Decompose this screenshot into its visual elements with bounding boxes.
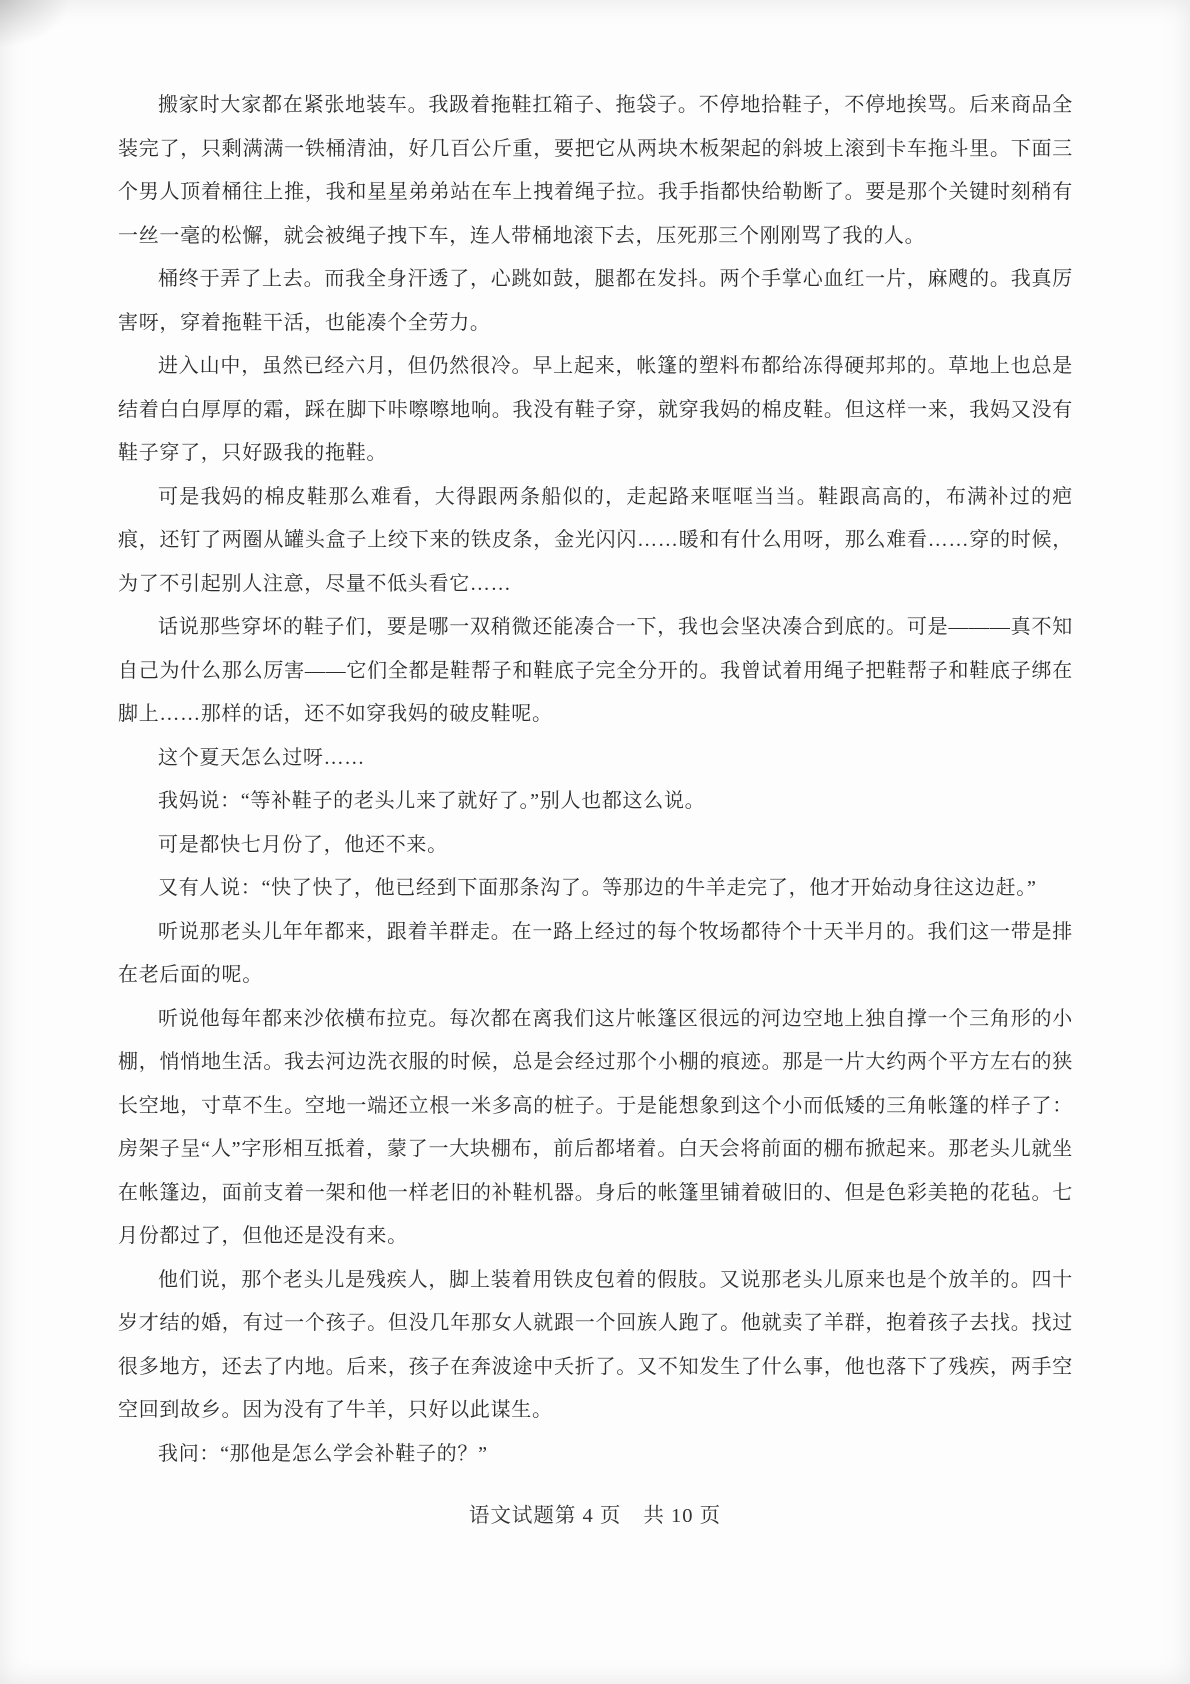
footer-page-label: 语文试题第 4 页 bbox=[468, 1505, 622, 1527]
scan-artifact bbox=[0, 0, 70, 48]
paragraph-3: 进入山中，虽然已经六月，但仍然很冷。早上起来，帐篷的塑料布都给冻得硬邦邦的。草地上也总是结着白白厚厚的霜，踩在脚下咔嚓嚓地响。我没有鞋子穿，就穿我妈的棉皮鞋。但这样一来，我妈又没有鞋子穿了，只好趿我的拖鞋。 bbox=[118, 355, 1073, 464]
paragraph-9: 又有人说：“快了快了，他已经到下面那条沟了。等那边的牛羊走完了，他才开始动身往这边赶。” bbox=[158, 877, 1037, 899]
paragraph-8: 可是都快七月份了，他还不来。 bbox=[158, 833, 448, 856]
paragraph-1: 搬家时大家都在紧张地装车。我趿着拖鞋扛箱子、拖袋子。不停地拾鞋子，不停地挨骂。后来商品全装完了，只剩满满一铁桶清油，好几百公斤重，要把它从两块木板架起的斜坡上滚到卡车拖斗里。下面三个男人顶着桶往上推，我和星星弟弟站在车上拽着绳子拉。我手指都快给勒断了。要是那个关键时刻稍有一丝一毫的松懈，就会被绳子拽下车，连人带桶地滚下去，压死那三个刚刚骂了我的人。 bbox=[118, 94, 1073, 247]
paragraph-2: 桶终于弄了上去。而我全身汗透了，心跳如鼓，腿都在发抖。两个手掌心血红一片，麻飕的。我真厉害呀，穿着拖鞋干活，也能凑个全劳力。 bbox=[118, 268, 1073, 334]
paragraph-10: 听说那老头儿年年都来，跟着羊群走。在一路上经过的每个牧场都待个十天半月的。我们这一带是排在老后面的呢。 bbox=[118, 920, 1073, 986]
paragraph-13: 我问：“那他是怎么学会补鞋子的？” bbox=[158, 1442, 488, 1465]
paragraph-11: 听说他每年都来沙依横布拉克。每次都在离我们这片帐篷区很远的河边空地上独自撑一个三角形的小棚，悄悄地生活。我去河边洗衣服的时候，总是会经过那个小棚的痕迹。那是一片大约两个平方左右的狭长空地，寸草不生。空地一端还立根一米多高的桩子。于是能想象到这个小而低矮的三角帐篷的样子了：房架子呈“人”字形相互抵着，蒙了一大块棚布，前后都堵着。白天会将前面的棚布掀起来。那老头儿就坐在帐篷边，面前支着一架和他一样老旧的补鞋机器。身后的帐篷里铺着破旧的、但是色彩美艳的花毡。七月份都过了，但他还是没有来。 bbox=[118, 1007, 1073, 1247]
paragraph-5: 话说那些穿坏的鞋子们，要是哪一双稍微还能凑合一下，我也会坚决凑合到底的。可是———真不知自己为什么那么厉害——它们全都是鞋帮子和鞋底子完全分开的。我曾试着用绳子把鞋帮子和鞋底子绑在脚上……那样的话，还不如穿我妈的破皮鞋呢。 bbox=[118, 616, 1073, 725]
paragraph-4: 可是我妈的棉皮鞋那么难看，大得跟两条船似的，走起路来哐哐当当。鞋跟高高的，布满补过的疤痕，还钉了两圈从罐头盒子上绞下来的铁皮条，金光闪闪……暖和有什么用呀，那么难看……穿的时候，为了不引起别人注意，尽量不低头看它…… bbox=[118, 485, 1073, 595]
paragraph-7: 我妈说：“等补鞋子的老头儿来了就好了。”别人也都这么说。 bbox=[158, 790, 706, 812]
footer-total-label: 共 10 页 bbox=[643, 1505, 722, 1527]
page-footer bbox=[0, 1498, 1190, 1528]
passage-body bbox=[118, 84, 1073, 1476]
paragraph-6: 这个夏天怎么过呀…… bbox=[158, 746, 365, 769]
paragraph-12: 他们说，那个老头儿是残疾人，脚上装着用铁皮包着的假肢。又说那老头儿原来也是个放羊的。四十岁才结的婚，有过一个孩子。但没几年那女人就跟一个回族人跑了。他就卖了羊群，抱着孩子去找。找过很多地方，还去了内地。后来，孩子在奔波途中夭折了。又不知发生了什么事，他也落下了残疾，两手空空回到故乡。因为没有了牛羊，只好以此谋生。 bbox=[118, 1268, 1073, 1421]
